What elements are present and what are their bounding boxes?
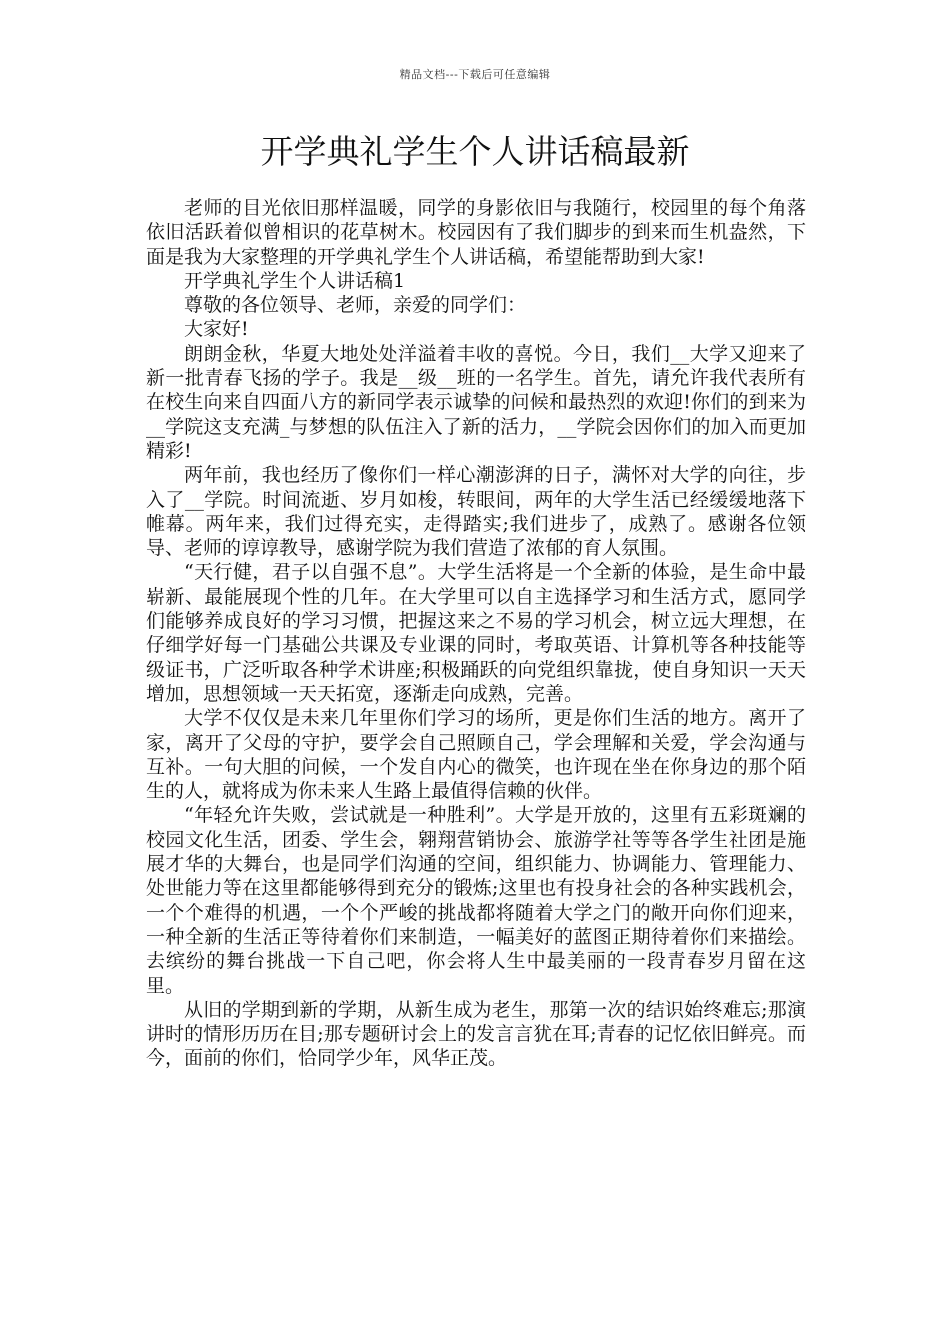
paragraph-greeting: 大家好! (184, 318, 249, 341)
paragraph-intro: 老师的目光依旧那样温暖，同学的身影依旧与我随行，校园里的每个角落依旧活跃着似曾相识的花草树木。校园因有了我们脚步的到来而生机盎然，下面是我为大家整理的开学典礼学生个人讲话稿，希望能帮助到大家! (146, 197, 806, 268)
paragraph-body: “年轻允许失败，尝试就是一种胜利”。大学是开放的，这里有五彩斑斓的校园文化生活，团委、学生会，翱翔营销协会、旅游学社等等各学生社团是施展才华的大舞台，也是同学们沟通的空间，组织能力、协调能力、管理能力、处世能力等在这里都能够得到充分的锻炼;这里也有投身社会的各种实践机会，一个个难得的机遇，一个个严峻的挑战都将随着大学之门的敞开向你们迎来，一种全新的生活正等待着你们来制造，一幅美好的蓝图正期待着你们来描绘。去缤纷的舞台挑战一下自己吧，你会将人生中最美丽的一段青春岁月留在这里。 (146, 804, 806, 997)
paragraph-section-heading: 开学典礼学生个人讲话稿1 (184, 269, 406, 292)
paragraph-body: 大学不仅仅是未来几年里你们学习的场所，更是你们生活的地方。离开了家，离开了父母的守护，要学会自己照顾自己，学会理解和关爱，学会沟通与互补。一句大胆的问候，一个发自内心的微笑，也许现在坐在你身边的那个陌生的人，就将成为你未来人生路上最值得信赖的伙伴。 (146, 707, 806, 803)
paragraph-salutation: 尊敬的各位领导、老师，亲爱的同学们： (184, 294, 527, 317)
page-header: 精品文档---下载后可任意编辑 (399, 68, 551, 81)
paragraph-body: 两年前，我也经历了像你们一样心潮澎湃的日子，满怀对大学的向往，步入了__学院。时间流逝、岁月如梭，转眼间，两年的大学生活已经缓缓地落下帷幕。两年来，我们过得充实，走得踏实;我们进步了，成熟了。感谢各位领导、老师的谆谆教导，感谢学院为我们营造了浓郁的育人氛围。 (146, 464, 806, 560)
document-title: 开学典礼学生个人讲话稿最新 (260, 132, 690, 171)
document-body (146, 196, 806, 1071)
paragraph-body: 从旧的学期到新的学期，从新生成为老生，那第一次的结识始终难忘;那演讲时的情形历历在目;那专题研讨会上的发言言犹在耳;青春的记忆依旧鲜亮。而今，面前的你们，恰同学少年，风华正茂。 (146, 998, 806, 1070)
paragraph-body: 朗朗金秋，华夏大地处处洋溢着丰收的喜悦。今日，我们__大学又迎来了新一批青春飞扬的学子。我是__级__班的一名学生。首先，请允许我代表所有在校生向来自四面八方的新同学表示诚挚的问候和最热烈的欢迎!你们的到来为__学院这支充满_与梦想的队伍注入了新的活力，__学院会因你们的加入而更加精彩! (146, 342, 806, 462)
paragraph-body: “天行健，君子以自强不息”。大学生活将是一个全新的体验，是生命中最崭新、最能展现个性的几年。在大学里可以自主选择学习和生活方式，愿同学们能够养成良好的学习习惯，把握这来之不易的学习机会，树立远大理想，在仔细学好每一门基础公共课及专业课的同时，考取英语、计算机等各种技能等级证书，广泛听取各种学术讲座;积极踊跃的向党组织靠拢，使自身知识一天天增加，思想领域一天天拓宽，逐渐走向成熟，完善。 (146, 561, 806, 705)
